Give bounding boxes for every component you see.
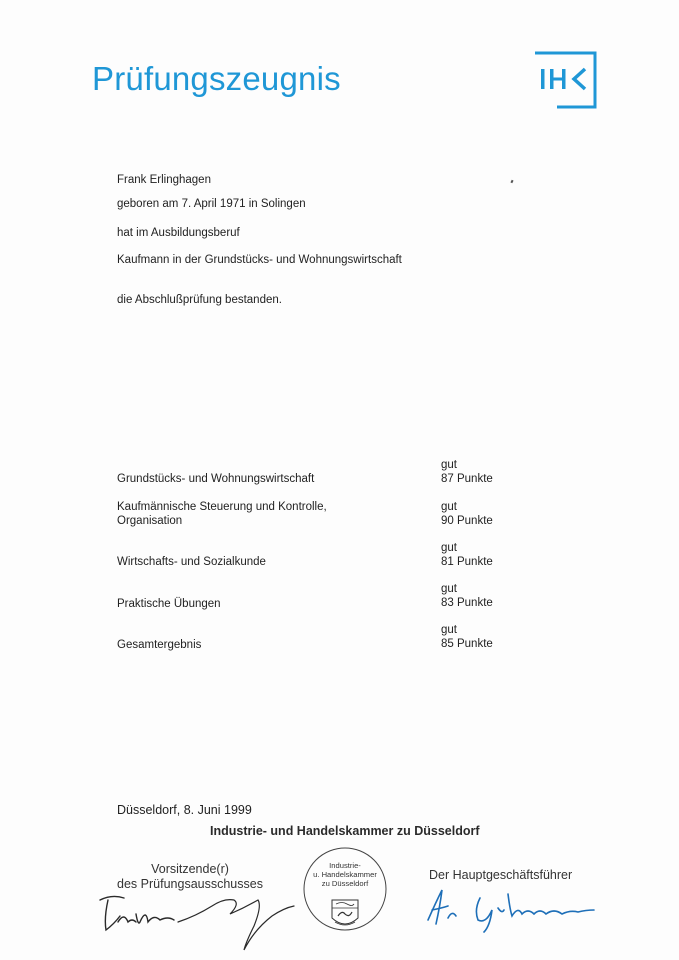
director-label: Der Hauptgeschäftsführer xyxy=(429,868,573,882)
seal-text xyxy=(304,861,386,888)
grade-label: gut xyxy=(441,542,457,554)
chair-label-line: Vorsitzende(r) xyxy=(151,862,229,876)
director-signature xyxy=(418,880,598,935)
chamber-name: Industrie- und Handelskammer zu Düsseldorf xyxy=(210,824,480,838)
grade-label: gut xyxy=(441,624,457,636)
training-intro: hat im Ausbildungsberuf xyxy=(117,227,240,239)
points-label: 90 Punkte xyxy=(441,515,493,527)
ihk-logo xyxy=(531,51,597,109)
subject-label: Grundstücks- und Wohnungswirtschaft xyxy=(117,473,315,485)
birth-info: geboren am 7. April 1971 in Solingen xyxy=(117,198,306,210)
points-label: 81 Punkte xyxy=(441,556,493,568)
occupation: Kaufmann in der Grundstücks- und Wohnungswirtschaft xyxy=(117,254,402,266)
chair-signature xyxy=(94,878,304,953)
subject-label: Wirtschafts- und Sozialkunde xyxy=(117,556,266,568)
subject-label: Praktische Übungen xyxy=(117,598,221,610)
seal-text-line: u. Handelskammer xyxy=(313,870,377,879)
pen-mark xyxy=(510,180,513,184)
points-label: 85 Punkte xyxy=(441,638,493,650)
points-label: 83 Punkte xyxy=(441,597,493,609)
official-seal xyxy=(302,838,388,940)
subject-label-continued: Organisation xyxy=(117,515,183,527)
grade-label: gut xyxy=(441,501,457,513)
seal-text-line: Industrie- xyxy=(329,861,361,870)
chair-label-line: des Prüfungsausschusses xyxy=(117,877,263,891)
subject-label: Kaufmännische Steuerung und Kontrolle, xyxy=(117,501,327,513)
subject-label: Gesamtergebnis xyxy=(117,639,202,651)
document-title: Prüfungszeugnis xyxy=(92,60,341,97)
place-date: Düsseldorf, 8. Juni 1999 xyxy=(117,803,252,817)
points-label: 87 Punkte xyxy=(441,473,493,485)
grade-label: gut xyxy=(441,459,457,471)
candidate-name: Frank Erlinghagen xyxy=(117,174,211,186)
seal-text-line: zu Düsseldorf xyxy=(321,879,369,888)
result-sentence: die Abschlußprüfung bestanden. xyxy=(117,294,282,306)
grade-label: gut xyxy=(441,583,457,595)
